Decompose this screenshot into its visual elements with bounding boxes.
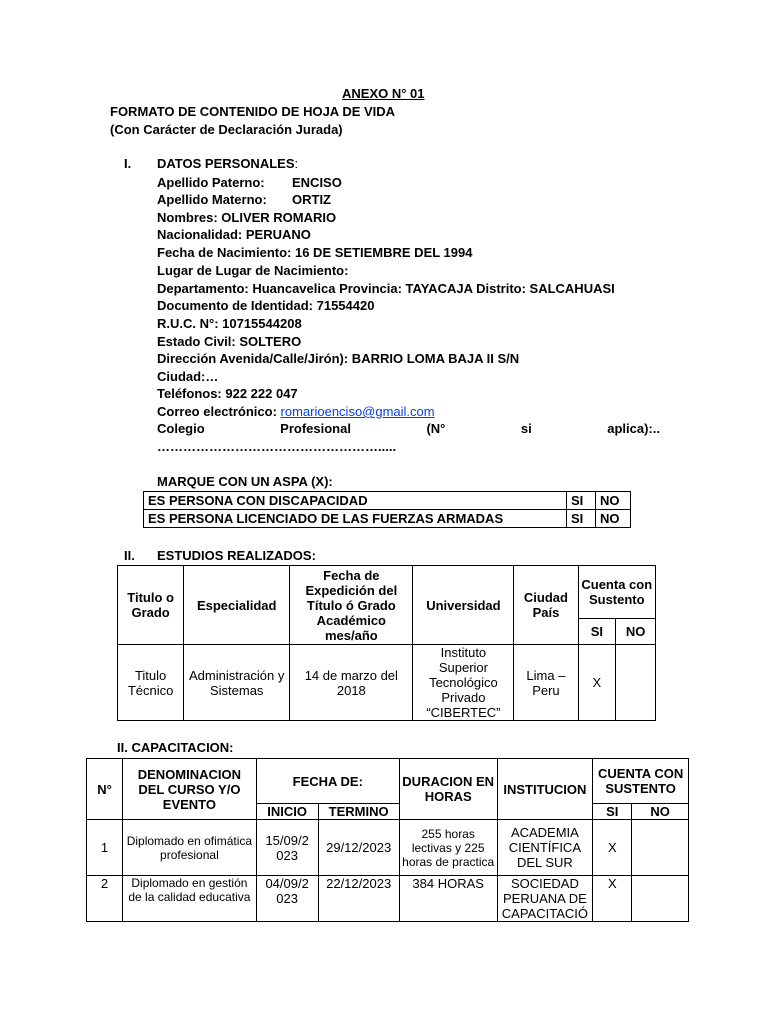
email-link[interactable]: romarioenciso@gmail.com	[280, 404, 435, 419]
nacionalidad-line: Nacionalidad: PERUANO	[157, 227, 311, 242]
header-si: SI	[593, 804, 632, 820]
cell-institucion: ACADEMIA CIENTÍFICA DEL SUR	[497, 820, 593, 876]
cell-termino: 22/12/2023	[318, 876, 399, 922]
cell-num: 2	[87, 876, 123, 922]
header-num: N°	[87, 759, 123, 820]
aspa-label: ES PERSONA LICENCIADO DE LAS FUERZAS ARMADAS	[144, 510, 567, 528]
colegio-word: aplica):..	[607, 421, 660, 436]
section1-title-colon: :	[294, 156, 299, 171]
aspa-no[interactable]: NO	[596, 510, 631, 528]
aspa-table	[143, 491, 631, 528]
colegio-word: Colegio	[157, 421, 205, 436]
cell-fecha: 14 de marzo del 2018	[290, 645, 413, 721]
ruc-line: R.U.C. N°: 10715544208	[157, 316, 302, 331]
cell-titulo: Titulo Técnico	[118, 645, 184, 721]
colegio-row	[157, 421, 660, 436]
header-universidad: Universidad	[413, 566, 514, 645]
apellido-paterno-label: Apellido Paterno:	[157, 175, 265, 190]
aspa-label: ES PERSONA CON DISCAPACIDAD	[144, 492, 567, 510]
cell-institucion: SOCIEDAD PERUANA DE CAPACITACIÓ	[497, 876, 593, 922]
cell-si: X	[593, 876, 632, 922]
cell-especialidad: Administración y Sistemas	[184, 645, 290, 721]
header-si: SI	[578, 619, 616, 645]
header-no: NO	[616, 619, 656, 645]
header-termino: TERMINO	[318, 804, 399, 820]
table-row	[118, 645, 656, 721]
apellido-paterno-value: ENCISO	[292, 175, 342, 190]
ciudad-line: Ciudad:…	[157, 369, 219, 384]
colegio-dots: …………………………………………….....	[157, 439, 397, 454]
telefonos-line: Teléfonos: 922 222 047	[157, 386, 298, 401]
table-row	[87, 876, 689, 922]
estado-civil-line: Estado Civil: SOLTERO	[157, 334, 302, 349]
cell-no	[616, 645, 656, 721]
cell-si: X	[578, 645, 616, 721]
section2-title: ESTUDIOS REALIZADOS:	[157, 548, 316, 563]
correo-row	[157, 404, 435, 419]
header-duracion: DURACION EN HORAS	[399, 759, 497, 820]
header-fecha: FECHA DE:	[256, 759, 399, 804]
section1-title-text: DATOS PERSONALES	[157, 156, 295, 171]
cell-ciudad: Lima – Peru	[514, 645, 578, 721]
header-especialidad: Especialidad	[184, 566, 290, 645]
table-row	[144, 492, 631, 510]
aspa-si[interactable]: SI	[567, 492, 596, 510]
apellido-paterno-row	[157, 175, 342, 190]
colegio-word: (N°	[426, 421, 446, 436]
cell-termino: 29/12/2023	[318, 820, 399, 876]
apellido-materno-value: ORTIZ	[292, 192, 331, 207]
lugar-line: Lugar de Lugar de Nacimiento:	[157, 263, 349, 278]
annex-title: ANEXO N° 01	[342, 86, 425, 101]
format-subtitle: (Con Carácter de Declaración Jurada)	[110, 122, 343, 137]
header-cuenta: CUENTA CON SUSTENTO	[593, 759, 689, 804]
cell-num: 1	[87, 820, 123, 876]
table-row	[144, 510, 631, 528]
section3-title: II. CAPACITACION:	[117, 740, 234, 755]
cell-no	[632, 876, 689, 922]
cell-no	[632, 820, 689, 876]
section1-title	[157, 156, 298, 171]
cell-duracion: 255 horas lectivas y 225 horas de practica	[399, 820, 497, 876]
aspa-no[interactable]: NO	[596, 492, 631, 510]
fecha-nacimiento-line: Fecha de Nacimiento: 16 DE SETIEMBRE DEL 1994	[157, 245, 473, 260]
cell-si: X	[593, 820, 632, 876]
table-row	[87, 759, 689, 804]
header-titulo: Titulo o Grado	[118, 566, 184, 645]
cell-denominacion: Diplomado en ofimática profesional	[123, 820, 257, 876]
header-cuenta: Cuenta con Sustento	[578, 566, 655, 619]
header-denominacion: DENOMINACION DEL CURSO Y/O EVENTO	[123, 759, 257, 820]
correo-label: Correo electrónico:	[157, 404, 281, 419]
departamento-line: Departamento: Huancavelica Provincia: TAYACAJA Distrito: SALCAHUASI	[157, 281, 615, 296]
header-institucion: INSTITUCION	[497, 759, 593, 820]
cell-inicio: 04/09/2 023	[256, 876, 318, 922]
header-ciudad: Ciudad País	[514, 566, 578, 645]
nombres-line: Nombres: OLIVER ROMARIO	[157, 210, 337, 225]
section2-number: II.	[124, 548, 135, 563]
cell-duracion: 384 HORAS	[399, 876, 497, 922]
estudios-table	[117, 565, 656, 721]
format-title: FORMATO DE CONTENIDO DE HOJA DE VIDA	[110, 104, 396, 119]
header-no: NO	[632, 804, 689, 820]
header-fecha: Fecha de Expedición del Título ó Grado Académico mes/año	[290, 566, 413, 645]
cell-inicio: 15/09/2 023	[256, 820, 318, 876]
colegio-word: Profesional	[280, 421, 351, 436]
cell-universidad: Instituto Superior Tecnológico Privado “CIBERTEC”	[413, 645, 514, 721]
header-inicio: INICIO	[256, 804, 318, 820]
documento-line: Documento de Identidad: 71554420	[157, 298, 375, 313]
direccion-line: Dirección Avenida/Calle/Jirón): BARRIO LOMA BAJA II S/N	[157, 351, 520, 366]
apellido-materno-row	[157, 192, 331, 207]
capacitacion-table	[86, 758, 689, 922]
aspa-si[interactable]: SI	[567, 510, 596, 528]
apellido-materno-label: Apellido Materno:	[157, 192, 267, 207]
marque-label: MARQUE CON UN ASPA (X):	[157, 474, 333, 489]
section1-number: I.	[124, 156, 132, 171]
table-row	[87, 820, 689, 876]
colegio-word: si	[520, 421, 532, 436]
table-row	[118, 566, 656, 619]
cell-denominacion: Diplomado en gestión de la calidad educativa	[123, 876, 257, 922]
